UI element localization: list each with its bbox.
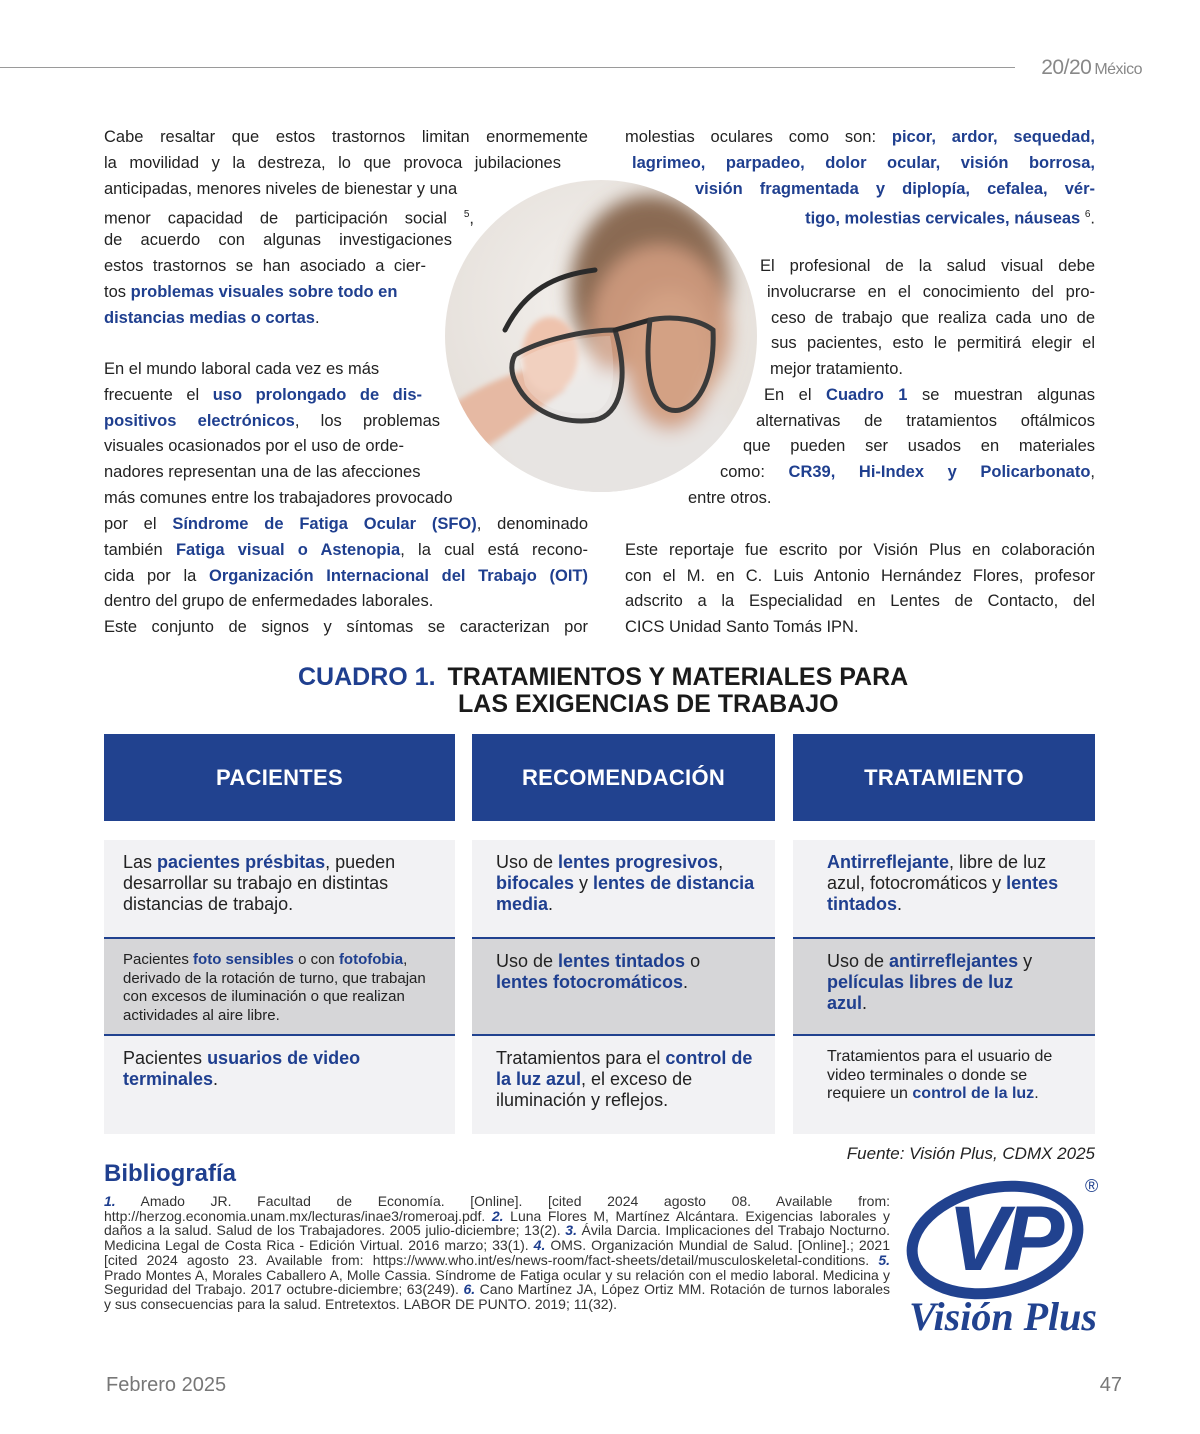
header-pacientes: PACIENTES [104,734,455,821]
header-recomendacion: RECOMENDACIÓN [472,734,775,821]
table-source: Fuente: Visión Plus, CDMX 2025 [846,1144,1095,1163]
table-cell-r2-recomendacion: Uso de lentes tintados o lentes fotocromáticos. [472,937,775,1035]
table-cell-r1-pacientes: Las pacientes présbitas, pueden desarrollar su trabajo en distintas distancias de trabajo. [104,840,455,937]
table-cell-r3-tratamiento: Tratamientos para el usuario de video terminales o donde se requiere un control de la luz. [793,1034,1095,1134]
table-cell-r3-recomendacion: Tratamientos para el control de la luz azul, el exceso de iluminación y reflejos. [472,1034,775,1134]
table-cell-r2-tratamiento: Uso de antirreflejantes y películas libres de luz azul. [793,937,1095,1035]
bibliography-title: Bibliografía [104,1160,237,1187]
man-holding-glasses-illustration [445,180,757,492]
svg-text:®: ® [1085,1176,1099,1196]
header-rule [0,67,1015,68]
vision-plus-logo [905,1170,1105,1340]
issue-date: Febrero 2025 [106,1374,227,1396]
table-cell-r1-tratamiento: Antirreflejante, libre de luz azul, fotocromáticos y lentes tintados. [793,840,1095,937]
magazine-brand: 20/20 México [1041,56,1142,79]
eye-strain-photo [445,180,757,492]
table-cell-r1-recomendacion: Uso de lentes progresivos, bifocales y lentes de distancia media. [472,840,775,937]
bibliography-list: 1. Amado JR. Facultad de Economía. [Online]. [cited 2024 agosto 08. Available from: http://herzog.economia.unam.mx/lecturas/inae3/romeroaj.pdf. 2. Luna Flores M, Martínez Alcántara. Exigencias laborales y daños a la salud. Salud de los Trabajadores. 2005 julio-diciembre; 13(2). 3. Ávila Darcia. Implicaciones del Trabajo Nocturno. Medicina Legal de Costa Rica - Edición Virtual. 2016 marzo; 33(1). 4. OMS. Organización Mundial de Salud. [Online].; 2021 [cited 2024 agosto 23. Available from: https://www.who.int/es/news-room/fact-sheets/detail/musculoskeletal-conditions. 5. Prado Montes A, Morales Caballero A, Molle Cassia. Síndrome de Fatiga ocular y su relación con el medio laboral. Medicina y Seguridad del Trabajo. 2017 octubre-diciembre; 63(249). 6. Cano Martínez JA, López Ortiz MM. Rotación de turnos laborales y sus consecuencias para la salud. Entretextos. LABOR DE PUNTO. 2019; 11(32). [104,1193,891,1312]
svg-text:Visión Plus: Visión Plus [909,1294,1097,1339]
table-cell-r2-pacientes: Pacientes foto sensibles o con fotofobia, derivado de la rotación de turno, que trabajan con excesos de iluminación o que realizan actividades al aire libre. [104,937,455,1035]
header-tratamiento: TRATAMIENTO [793,734,1095,821]
table-title: CUADRO 1. TRATAMIENTOS Y MATERIALES PARA LAS EXIGENCIAS DE TRABAJO [298,663,909,718]
page-number: 47 [1099,1374,1122,1396]
svg-text:VP: VP [947,1188,1059,1290]
table-cell-r3-pacientes: Pacientes usuarios de video terminales. [104,1034,455,1134]
